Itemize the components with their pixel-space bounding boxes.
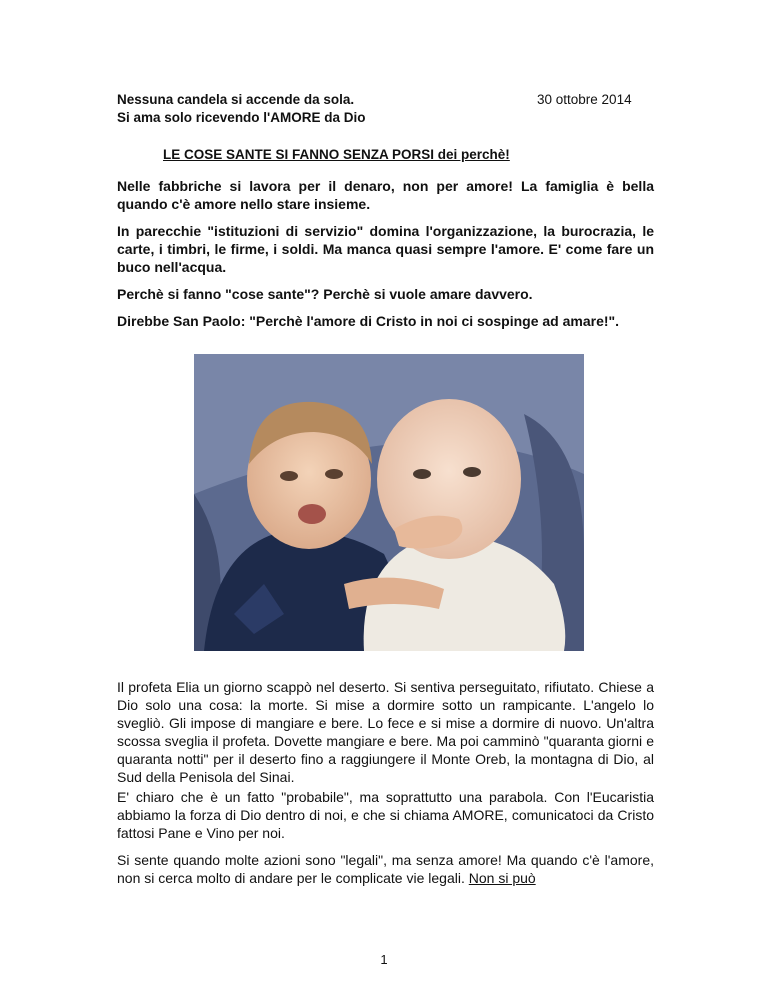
page-title: LE COSE SANTE SI FANNO SENZA PORSI dei perchè! (163, 147, 510, 162)
page-number: 1 (380, 952, 388, 967)
paragraph-3 (117, 851, 654, 887)
header-line-1: Nessuna candela si accende da sola. (117, 92, 355, 107)
paragraph-3-text: Si sente quando molte azioni sono "legali", ma senza amore! Ma quando c'è l'amore, non si cerca molto di andare per le complicate vie legali. (117, 852, 654, 886)
paragraph-bold-3: Perchè si fanno "cose sante"? Perchè si vuole amare davvero. (117, 286, 533, 302)
header-date: 30 ottobre 2014 (537, 92, 632, 107)
paragraph-1: Il profeta Elia un giorno scappò nel deserto. Si sentiva perseguitato, rifiutato. Chiese a Dio solo una cosa: la morte. Si mise a dormire sotto un rampicante. L'angelo lo svegliò. Gli impose di mangiare e bere. Lo fece e si mise a dormire di nuovo. Un'altra scossa sveglia il profeta. Dovette mangiare e bere. Ma poi camminò "quaranta giorni e quaranta notti" per il deserto fino a raggiungere il Monte Oreb, la montagna di Dio, al Sud della Penisola del Sinai. (117, 679, 654, 785)
paragraph-bold-1: Nelle fabbriche si lavora per il denaro, non per amore! La famiglia è bella quando c'è amore nello stare insieme. (117, 178, 654, 212)
paragraph-2: E' chiaro che è un fatto "probabile", ma soprattutto una parabola. Con l'Eucaristia abbiamo la forza di Dio dentro di noi, e che si chiama AMORE, comunicatoci da Cristo fattosi Pane e Vino per noi. (117, 789, 654, 841)
header (117, 91, 657, 127)
photo-illustration (194, 354, 584, 651)
header-line-2: Si ama solo ricevendo l'AMORE da Dio (117, 110, 366, 125)
paragraph-3-underlined: Non si può (468, 870, 536, 886)
photo-two-children (194, 354, 584, 651)
paragraph-bold-2: In parecchie "istituzioni di servizio" domina l'organizzazione, la burocrazia, le carte, i timbri, le firme, i soldi. Ma manca quasi sempre l'amore. E' come fare un buco nell'acqua. (117, 223, 654, 275)
paragraph-bold-4: Direbbe San Paolo: "Perchè l'amore di Cristo in noi ci sospinge ad amare!". (117, 313, 620, 329)
